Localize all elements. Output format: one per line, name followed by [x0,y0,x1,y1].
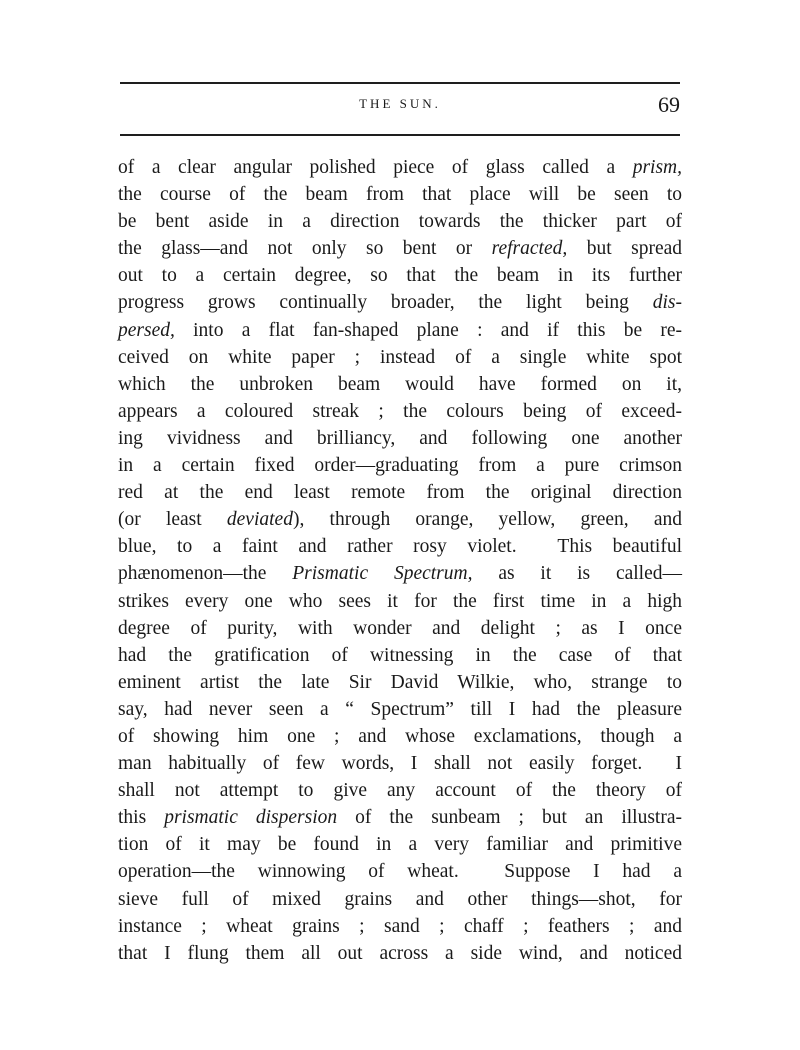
text-line: sieve full of mixed grains and other things—shot, for [118,888,682,910]
text-line: had the gratification of witnessing in the case of that [118,644,682,666]
text-line: red at the end least remote from the original direction [118,482,682,504]
text-line: of showing him one ; and whose exclamations, though a [118,725,682,747]
text-line: blue, to a faint and rather rosy violet. This beautiful [118,536,682,558]
text-line: out to a certain degree, so that the beam in its further [118,265,682,287]
text-line: strikes every one who sees it for the first time in a high [118,590,682,612]
text-line: which the unbroken beam would have formed on it, [118,373,682,395]
header-rule-top [120,82,680,84]
text-line: ing vividness and brilliancy, and following one another [118,427,682,449]
page-number: 69 [658,92,680,117]
text-line: the glass—and not only so bent or refracted, but spread [118,238,683,260]
text-line: progress grows continually broader, the light being dis- [118,292,682,314]
text-line: be bent aside in a direction towards the thicker part of [118,211,682,233]
text-line: shall not attempt to give any account of the theory of [118,780,682,802]
text-line: ceived on white paper ; instead of a single white spot [118,346,682,368]
text-line: degree of purity, with wonder and delight ; as I once [118,617,682,639]
text-line: this prismatic dispersion of the sunbeam ; but an illustra- [118,807,682,829]
text-line: operation—the winnowing of wheat. Suppose I had a [118,861,682,883]
text-line: (or least deviated), through orange, yellow, green, and [118,509,682,531]
text-line: that I flung them all out across a side wind, and noticed [118,942,682,964]
text-line: eminent artist the late Sir David Wilkie, who, strange to [118,671,682,693]
text-line: in a certain fixed order—graduating from a pure crimson [118,455,682,477]
text-line: say, had never seen a “ Spectrum” till I had the pleasure [118,698,682,720]
body-text [118,154,682,967]
text-line: appears a coloured streak ; the colours being of exceed- [118,400,682,422]
text-line: phænomenon—the Prismatic Spectrum, as it is called— [118,563,683,585]
running-head [120,92,680,122]
text-line: persed, into a flat fan-shaped plane : and if this be re- [118,319,682,341]
text-line: tion of it may be found in a very familiar and primitive [118,834,682,856]
running-title: THE SUN. [359,96,441,111]
text-line: the course of the beam from that place will be seen to [118,184,682,206]
text-line: of a clear angular polished piece of glass called a prism, [118,157,682,178]
text-line: man habitually of few words, I shall not easily forget. I [118,753,682,775]
text-line: instance ; wheat grains ; sand ; chaff ; feathers ; and [118,915,682,937]
header-rule-bottom [120,134,680,136]
